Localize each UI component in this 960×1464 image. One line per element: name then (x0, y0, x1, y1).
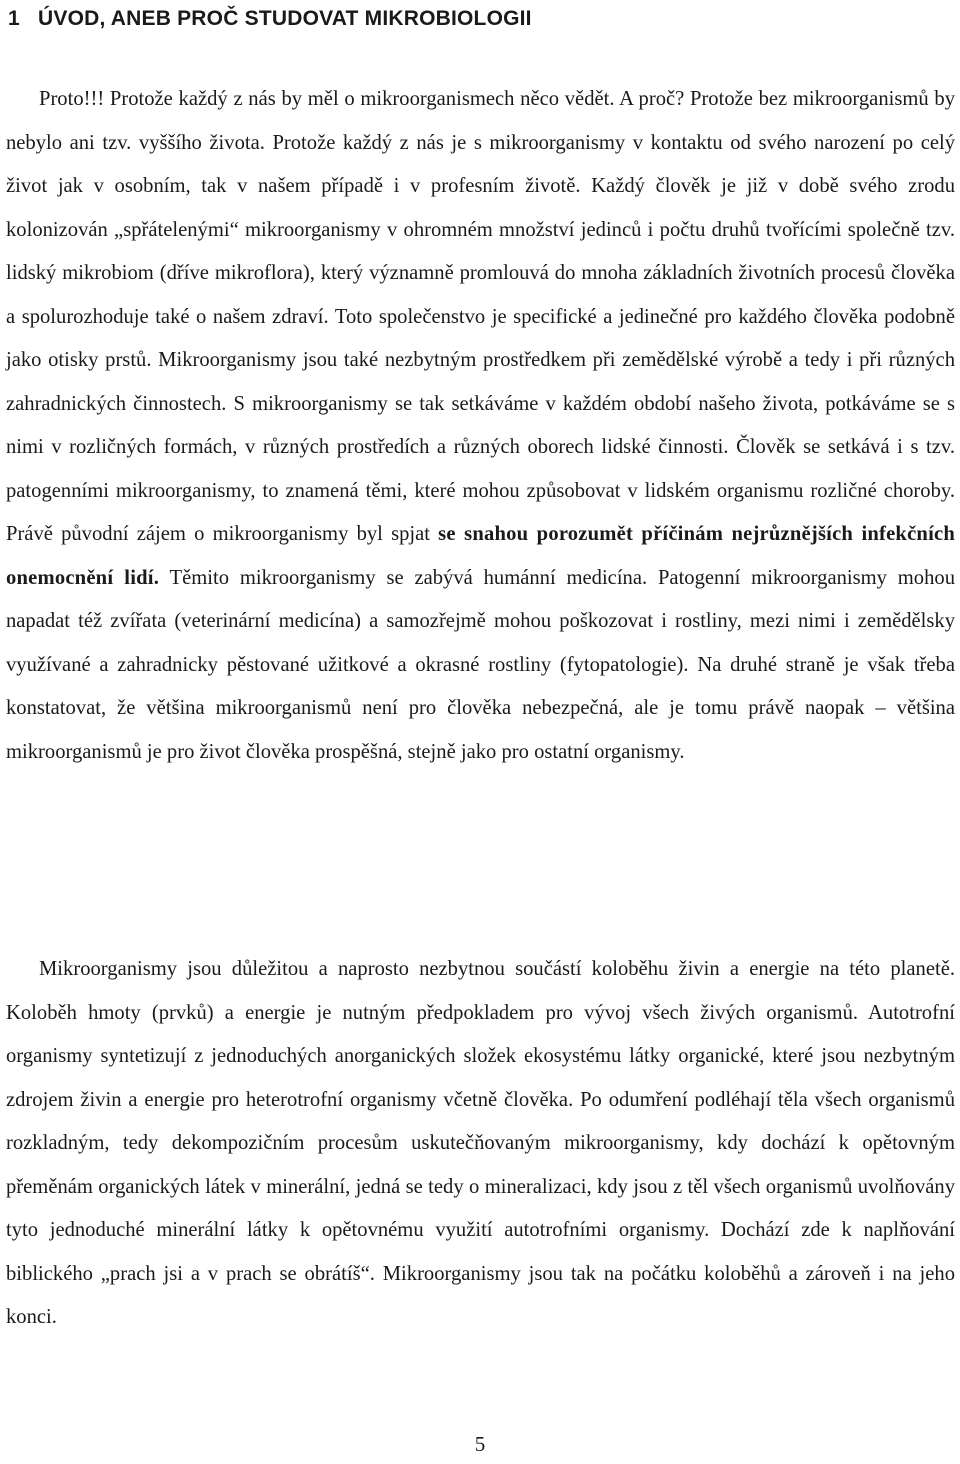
chapter-number: 1 (8, 7, 20, 30)
paragraph-intro-text-end: Těmito mikroorganismy se zabývá humánní medicína. Patogenní mikroorganismy mohou napadat též zvířata (veterinární medicína) a samozřejmě mohou poškozovat i rostliny, mezi nimi i zemědělsky využívané a zahradnicky pěstované užitkové a okrasné rostliny (fytopatologie). Na druhé straně je však třeba konstatovat, že většina mikroorganismů není pro člověka nebezpečná, ale je tomu právě naopak – většina mikroorganismů je pro život člověka prospěšná, stejně jako pro ostatní organismy. (6, 566, 955, 763)
paragraph-intro-text: Proto!!! Protože každý z nás by měl o mikroorganismech něco vědět. A proč? Protože bez mikroorganismů by nebylo ani tzv. vyššího života. Protože každý z nás je s mikroorganismy v kontaktu od svého narození po celý život jak v osobním, tak v našem případě i v profesním životě. Každý člověk je již v době svého zrodu kolonizován „spřátelenými“ mikroorganismy v ohromném množství jedinců i počtu druhů tvořícími společně tzv. lidský mikrobiom (dříve mikroflora), který významně promlouvá do mnoha základních životních procesů člověka a spolurozhoduje také o našem zdraví. Toto společenstvo je specifické a jedinečné pro každého člověka podobně jako otisky prstů. Mikroorganismy jsou také nezbytným prostředkem při zemědělské výrobě a tedy i při různých zahradnických činnostech. S mikroorganismy se tak setkáváme v každém období našeho života, potkáváme se s nimi v rozličných formách, v různých prostředích a různých oborech lidské činnosti. Člověk se setkává i s tzv. patogenními mikroorganismy, to znamená těmi, které mohou způsobovat v lidském organismu rozličné choroby. Právě původní zájem o mikroorganismy byl spjat (6, 88, 955, 545)
page-number: 5 (474, 1432, 486, 1456)
chapter-heading (8, 4, 532, 34)
chapter-title: ÚVOD, ANEB PROČ STUDOVAT MIKROBIOLOGII (38, 7, 532, 30)
paragraph-intro-emphasis: se snahou porozumět příčinám nejrůznějších infekčních onemocnění lidí. (6, 523, 955, 589)
paragraph-nutrient-cycle: Mikroorganismy jsou důležitou a naprosto nezbytnou součástí koloběhu živin a energie na této planetě. Koloběh hmoty (prvků) a energie je nutným předpokladem pro vývoj všech živých organismů. Autotrofní organismy syntetizují z jednoduchých anorganických složek ekosystému látky organické, které jsou nezbytným zdrojem živin a energie pro heterotrofní organismy včetně člověka. Po odumření podléhají těla všech organismů rozkladným, tedy dekompozičním procesům uskutečňovaným mikroorganismy, kdy dochází k opětovným přeměnám organických látek v minerální, jedná se tedy o mineralizaci, kdy jsou z těl všech organismů uvolňovány tyto jednoduché minerální látky k opětovnému využití autotrofními organismy. Dochází zde k naplňování biblického „prach jsi a v prach se obrátíš“. Mikroorganismy jsou tak na počátku koloběhů a zároveň i na jeho konci. (6, 958, 955, 1328)
paragraph-intro (6, 78, 955, 774)
